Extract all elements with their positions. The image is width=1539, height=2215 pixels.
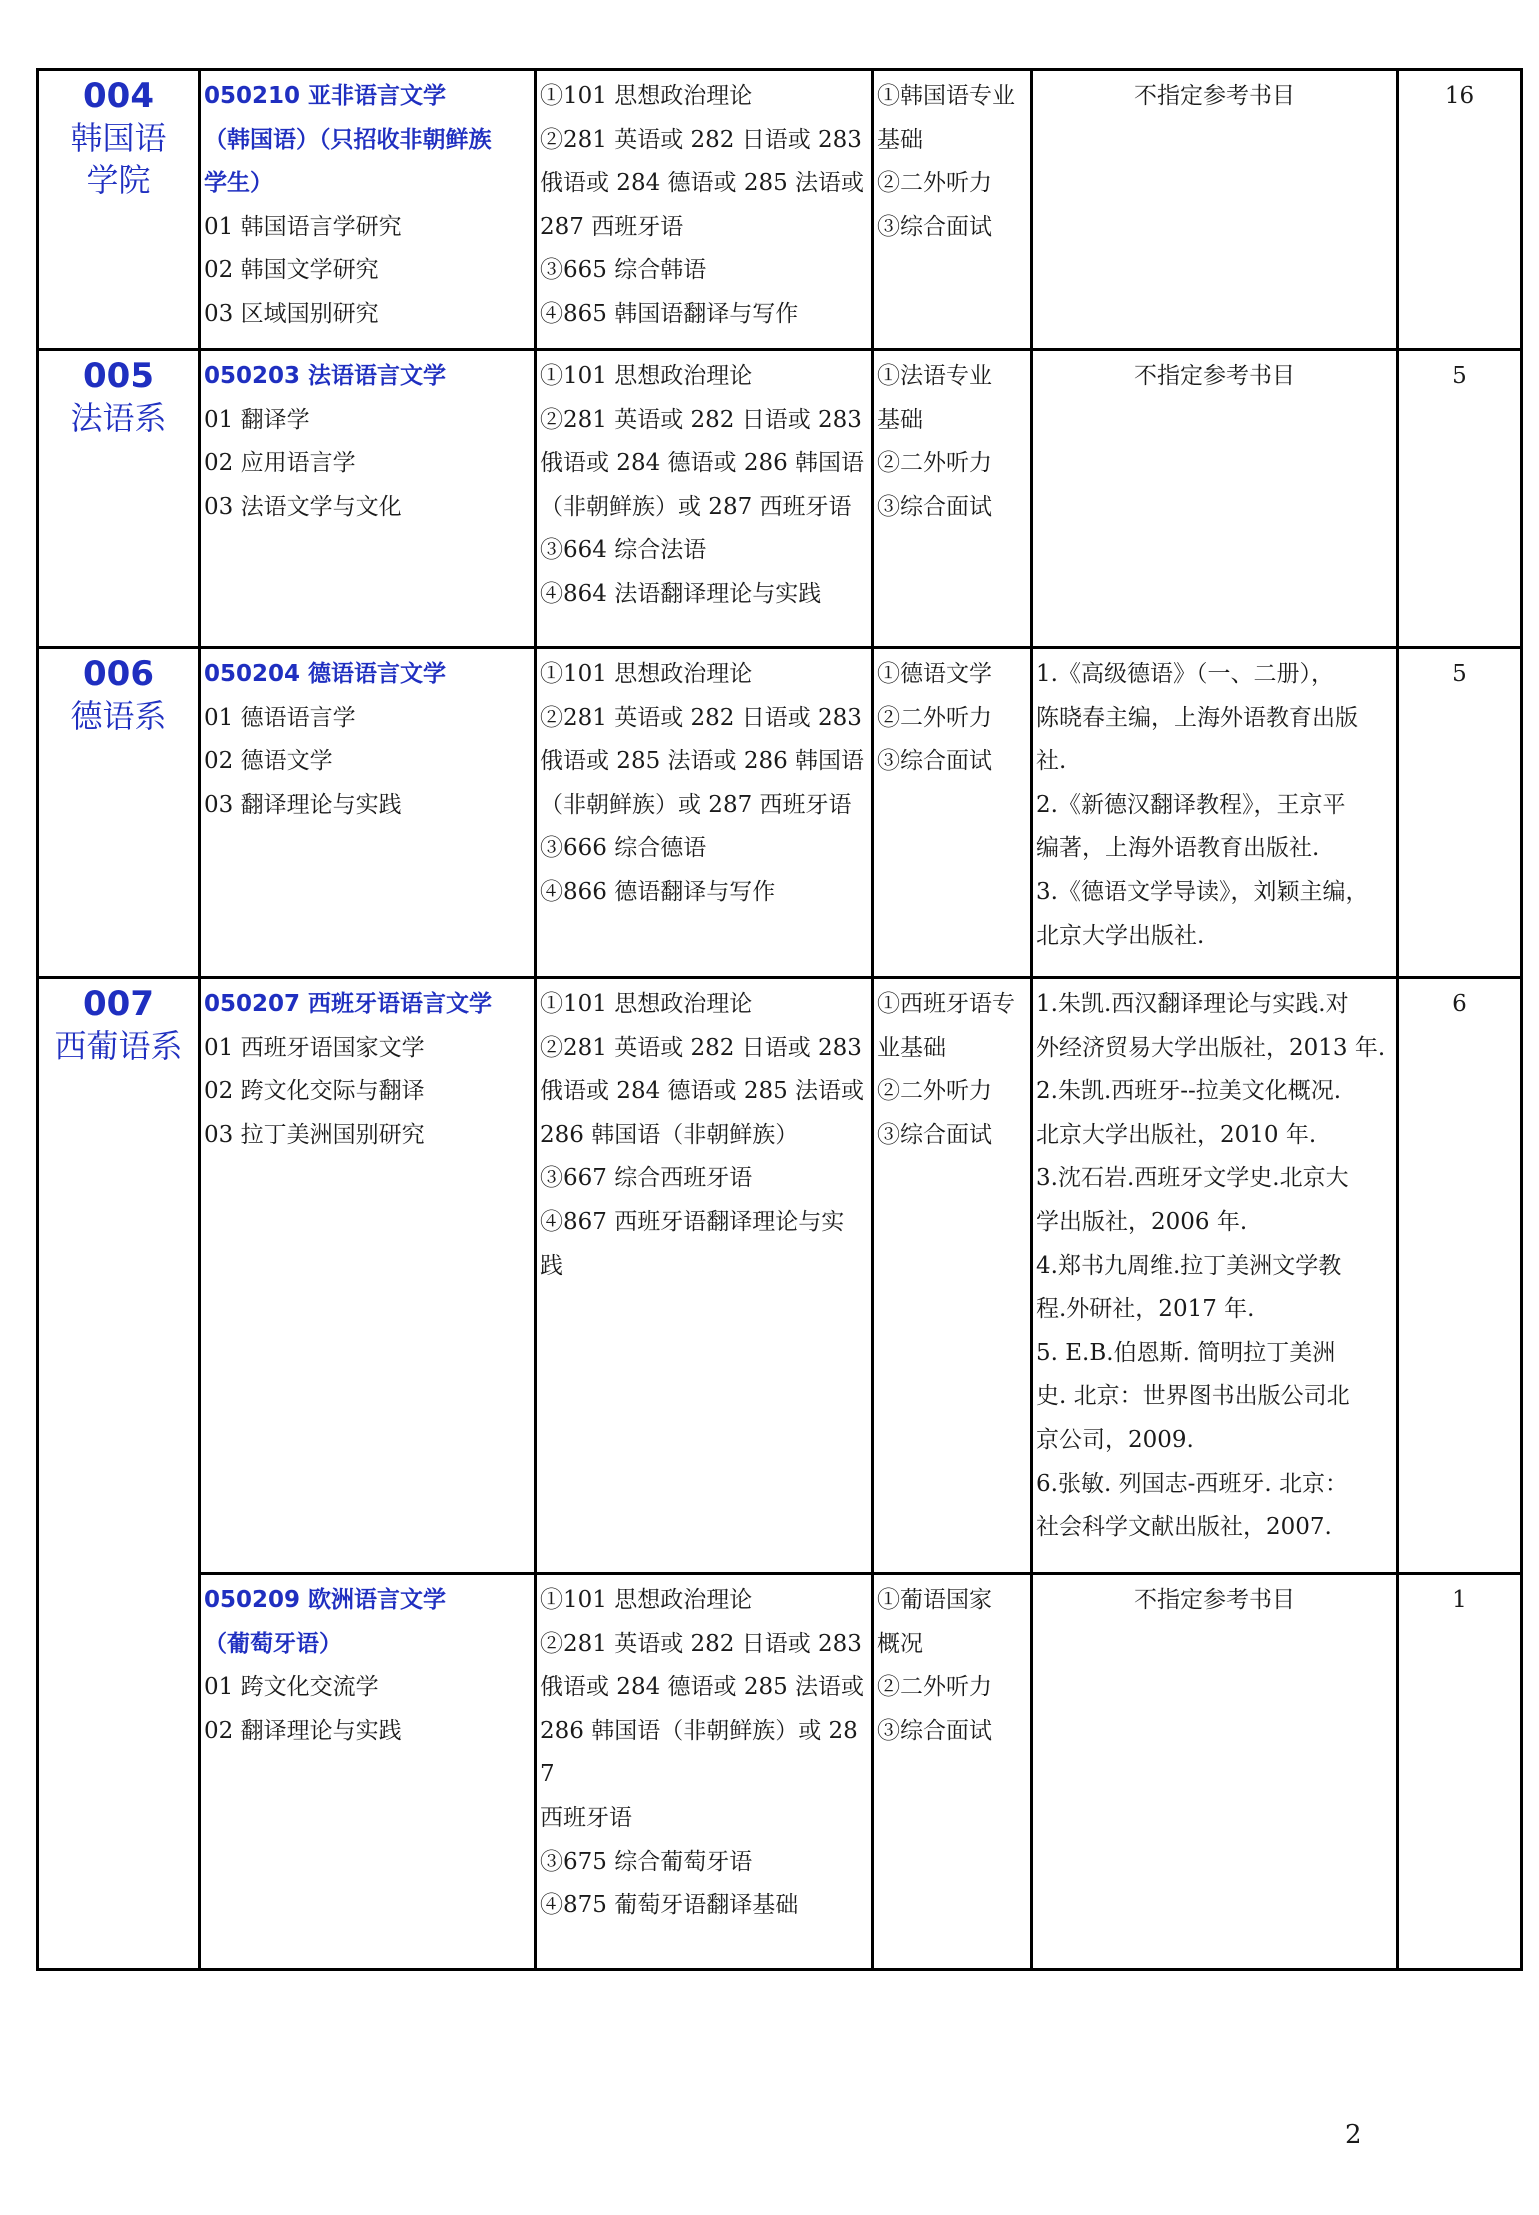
department-code: 005 [83,356,154,396]
department-code: 006 [83,654,154,694]
reference-book: 3.沈石岩.西班牙文学史.北京大 [1036,1165,1349,1192]
program-title: 050207 西班牙语语言文学 [204,991,493,1017]
retest-item: ③综合面试 [877,1121,992,1148]
exam-subject: ③675 综合葡萄牙语 [540,1848,753,1875]
program-title: 050209 欧洲语言文学 [204,1587,447,1613]
department-name: 德语系 [70,697,167,735]
reference-book: 4.郑书九周维.拉丁美洲文学教 [1036,1252,1342,1279]
exam-subjects-cell [536,978,873,1574]
retest-item: ②二外听力 [877,1078,992,1105]
reference-book: 3.《德语文学导读》，刘颖主编， [1036,878,1369,905]
reference-book: 外经济贸易大学出版社，2013 年. [1036,1034,1386,1061]
research-direction: 02 应用语言学 [204,450,356,477]
exam-subject: ④867 西班牙语翻译理论与实 [540,1208,845,1235]
exam-subject: ①101 思想政治理论 [540,661,753,687]
retest-item: ②二外听力 [877,704,992,731]
retest-cell [873,648,1032,978]
reference-book: 陈晓春主编，上海外语教育出版 [1036,704,1358,731]
exam-subject: 俄语或 284 德语或 285 法语或 [540,170,865,197]
retest-cell [873,350,1032,648]
research-direction: 01 翻译学 [204,406,310,433]
exam-subjects-cell [536,70,873,350]
reference-book: 1.朱凯.西汉翻译理论与实践.对 [1036,991,1349,1017]
research-direction: 03 法语文学与文化 [204,493,402,520]
program-title: 050204 德语语言文学 [204,661,447,687]
exam-subject: 俄语或 284 德语或 286 韩国语 [540,450,865,477]
reference-books-cell [1032,70,1398,350]
reference-books: 不指定参考书目 [1134,363,1295,389]
table-row [38,70,1522,350]
exam-subject: 俄语或 284 德语或 285 法语或 [540,1078,865,1105]
exam-subject: ④866 德语翻译与写作 [540,878,776,905]
reference-books-cell [1032,648,1398,978]
exam-subject: ③665 综合韩语 [540,257,707,284]
program-title: （韩国语）（只招收非朝鲜族 [204,126,492,153]
department-cell [38,978,200,1970]
reference-book: 社会科学文献出版社，2007. [1036,1514,1332,1541]
research-direction: 03 区域国别研究 [204,300,379,327]
table-row [38,350,1522,648]
table-row [38,1574,1522,1970]
reference-books-cell [1032,1574,1398,1970]
reference-book: 史. 北京：世界图书出版公司北 [1036,1383,1350,1410]
retest-cell [873,1574,1032,1970]
reference-book: 编著，上海外语教育出版社. [1036,835,1320,862]
reference-books-cell [1032,978,1398,1574]
exam-subject: （非朝鲜族）或 287 西班牙语 [540,791,852,818]
reference-book: 程.外研社，2017 年. [1036,1296,1255,1323]
retest-item: 基础 [877,406,923,433]
exam-subject: 俄语或 285 法语或 286 韩国语 [540,748,865,775]
research-direction: 02 韩国文学研究 [204,257,379,284]
retest-item: ①西班牙语专 [877,991,1015,1017]
enrollment-quota: 16 [1444,83,1475,109]
retest-item: ①德语文学 [877,661,992,687]
retest-item: ②二外听力 [877,1674,992,1701]
table-row [38,978,1522,1574]
exam-subjects-cell [536,350,873,648]
retest-item: ③综合面试 [877,748,992,775]
research-direction: 01 德语语言学 [204,704,356,731]
exam-subject: 西班牙语 [540,1804,632,1831]
research-direction: 01 韩国语言学研究 [204,213,402,240]
retest-item: ③综合面试 [877,1717,992,1744]
reference-book: 5. E.B.伯恩斯. 简明拉丁美洲 [1036,1339,1336,1366]
exam-subject: ③667 综合西班牙语 [540,1165,753,1192]
reference-book: 京公司，2009. [1036,1426,1194,1453]
program-cell [200,648,536,978]
enrollment-quota: 6 [1452,991,1467,1017]
reference-books-cell [1032,350,1398,648]
exam-subject: ②281 英语或 282 日语或 283 [540,704,862,731]
exam-subject: ④875 葡萄牙语翻译基础 [540,1892,799,1919]
program-title: 学生） [204,170,273,197]
exam-subject: ③664 综合法语 [540,537,707,564]
exam-subjects-cell [536,1574,873,1970]
admissions-table [36,68,1523,1971]
exam-subject: 俄语或 284 德语或 285 法语或 [540,1674,865,1701]
research-direction: 01 西班牙语国家文学 [204,1034,425,1061]
retest-item: ①法语专业 [877,363,992,389]
program-title: （葡萄牙语） [204,1630,342,1657]
reference-books: 不指定参考书目 [1134,1587,1295,1613]
retest-item: 概况 [877,1630,923,1657]
program-title: 050210 亚非语言文学 [204,83,447,109]
table-row [38,648,1522,978]
department-name: 学院 [86,161,151,199]
retest-item: ②二外听力 [877,170,992,197]
reference-book: 2.《新德汉翻译教程》，王京平 [1036,791,1346,818]
program-cell [200,978,536,1574]
retest-item: 基础 [877,126,923,153]
reference-book: 北京大学出版社. [1036,922,1205,949]
exam-subject: 286 韩国语（非朝鲜族） [540,1121,799,1148]
page-number: 2 [1345,2120,1362,2150]
research-direction: 02 德语文学 [204,748,333,775]
retest-cell [873,70,1032,350]
reference-book: 学出版社，2006 年. [1036,1208,1248,1235]
retest-item: 业基础 [877,1034,946,1061]
exam-subject: ①101 思想政治理论 [540,1587,753,1613]
exam-subject: ②281 英语或 282 日语或 283 [540,1630,862,1657]
department-cell [38,350,200,648]
department-cell [38,648,200,978]
enrollment-quota: 5 [1452,661,1467,687]
exam-subject: ②281 英语或 282 日语或 283 [540,406,862,433]
research-direction: 03 拉丁美洲国别研究 [204,1121,425,1148]
quota-cell [1398,648,1522,978]
exam-subject: ①101 思想政治理论 [540,363,753,389]
exam-subject: ②281 英语或 282 日语或 283 [540,126,862,153]
exam-subject: ①101 思想政治理论 [540,83,753,109]
exam-subject: 286 韩国语（非朝鲜族）或 287 [540,1717,858,1788]
research-direction: 02 翻译理论与实践 [204,1717,402,1744]
program-cell [200,70,536,350]
enrollment-quota: 5 [1452,363,1467,389]
exam-subject: （非朝鲜族）或 287 西班牙语 [540,493,852,520]
department-name: 西葡语系 [54,1027,183,1065]
exam-subject: ②281 英语或 282 日语或 283 [540,1034,862,1061]
quota-cell [1398,70,1522,350]
retest-item: ③综合面试 [877,493,992,520]
reference-book: 2.朱凯.西班牙--拉美文化概况. [1036,1078,1342,1105]
program-cell [200,350,536,648]
exam-subject: ①101 思想政治理论 [540,991,753,1017]
department-cell [38,70,200,350]
quota-cell [1398,978,1522,1574]
program-cell [200,1574,536,1970]
program-title: 050203 法语语言文学 [204,363,447,389]
exam-subject: 287 西班牙语 [540,213,684,240]
exam-subject: 践 [540,1252,563,1279]
reference-books: 不指定参考书目 [1134,83,1295,109]
department-code: 007 [83,984,154,1024]
retest-cell [873,978,1032,1574]
quota-cell [1398,1574,1522,1970]
exam-subject: ④864 法语翻译理论与实践 [540,580,822,607]
exam-subject: ④865 韩国语翻译与写作 [540,300,799,327]
reference-book: 北京大学出版社，2010 年. [1036,1121,1317,1148]
retest-item: ②二外听力 [877,450,992,477]
retest-item: ③综合面试 [877,213,992,240]
reference-book: 1.《高级德语》（一、二册）， [1036,661,1334,687]
department-name: 韩国语 [70,119,167,157]
quota-cell [1398,350,1522,648]
research-direction: 02 跨文化交际与翻译 [204,1078,425,1105]
retest-item: ①葡语国家 [877,1587,992,1613]
enrollment-quota: 1 [1452,1587,1467,1613]
exam-subject: ③666 综合德语 [540,835,707,862]
reference-book: 社. [1036,748,1067,775]
exam-subjects-cell [536,648,873,978]
research-direction: 03 翻译理论与实践 [204,791,402,818]
retest-item: ①韩国语专业 [877,83,1015,109]
department-code: 004 [83,76,154,116]
department-name: 法语系 [70,399,167,437]
reference-book: 6.张敏. 列国志-西班牙. 北京： [1036,1470,1348,1497]
research-direction: 01 跨文化交流学 [204,1674,379,1701]
